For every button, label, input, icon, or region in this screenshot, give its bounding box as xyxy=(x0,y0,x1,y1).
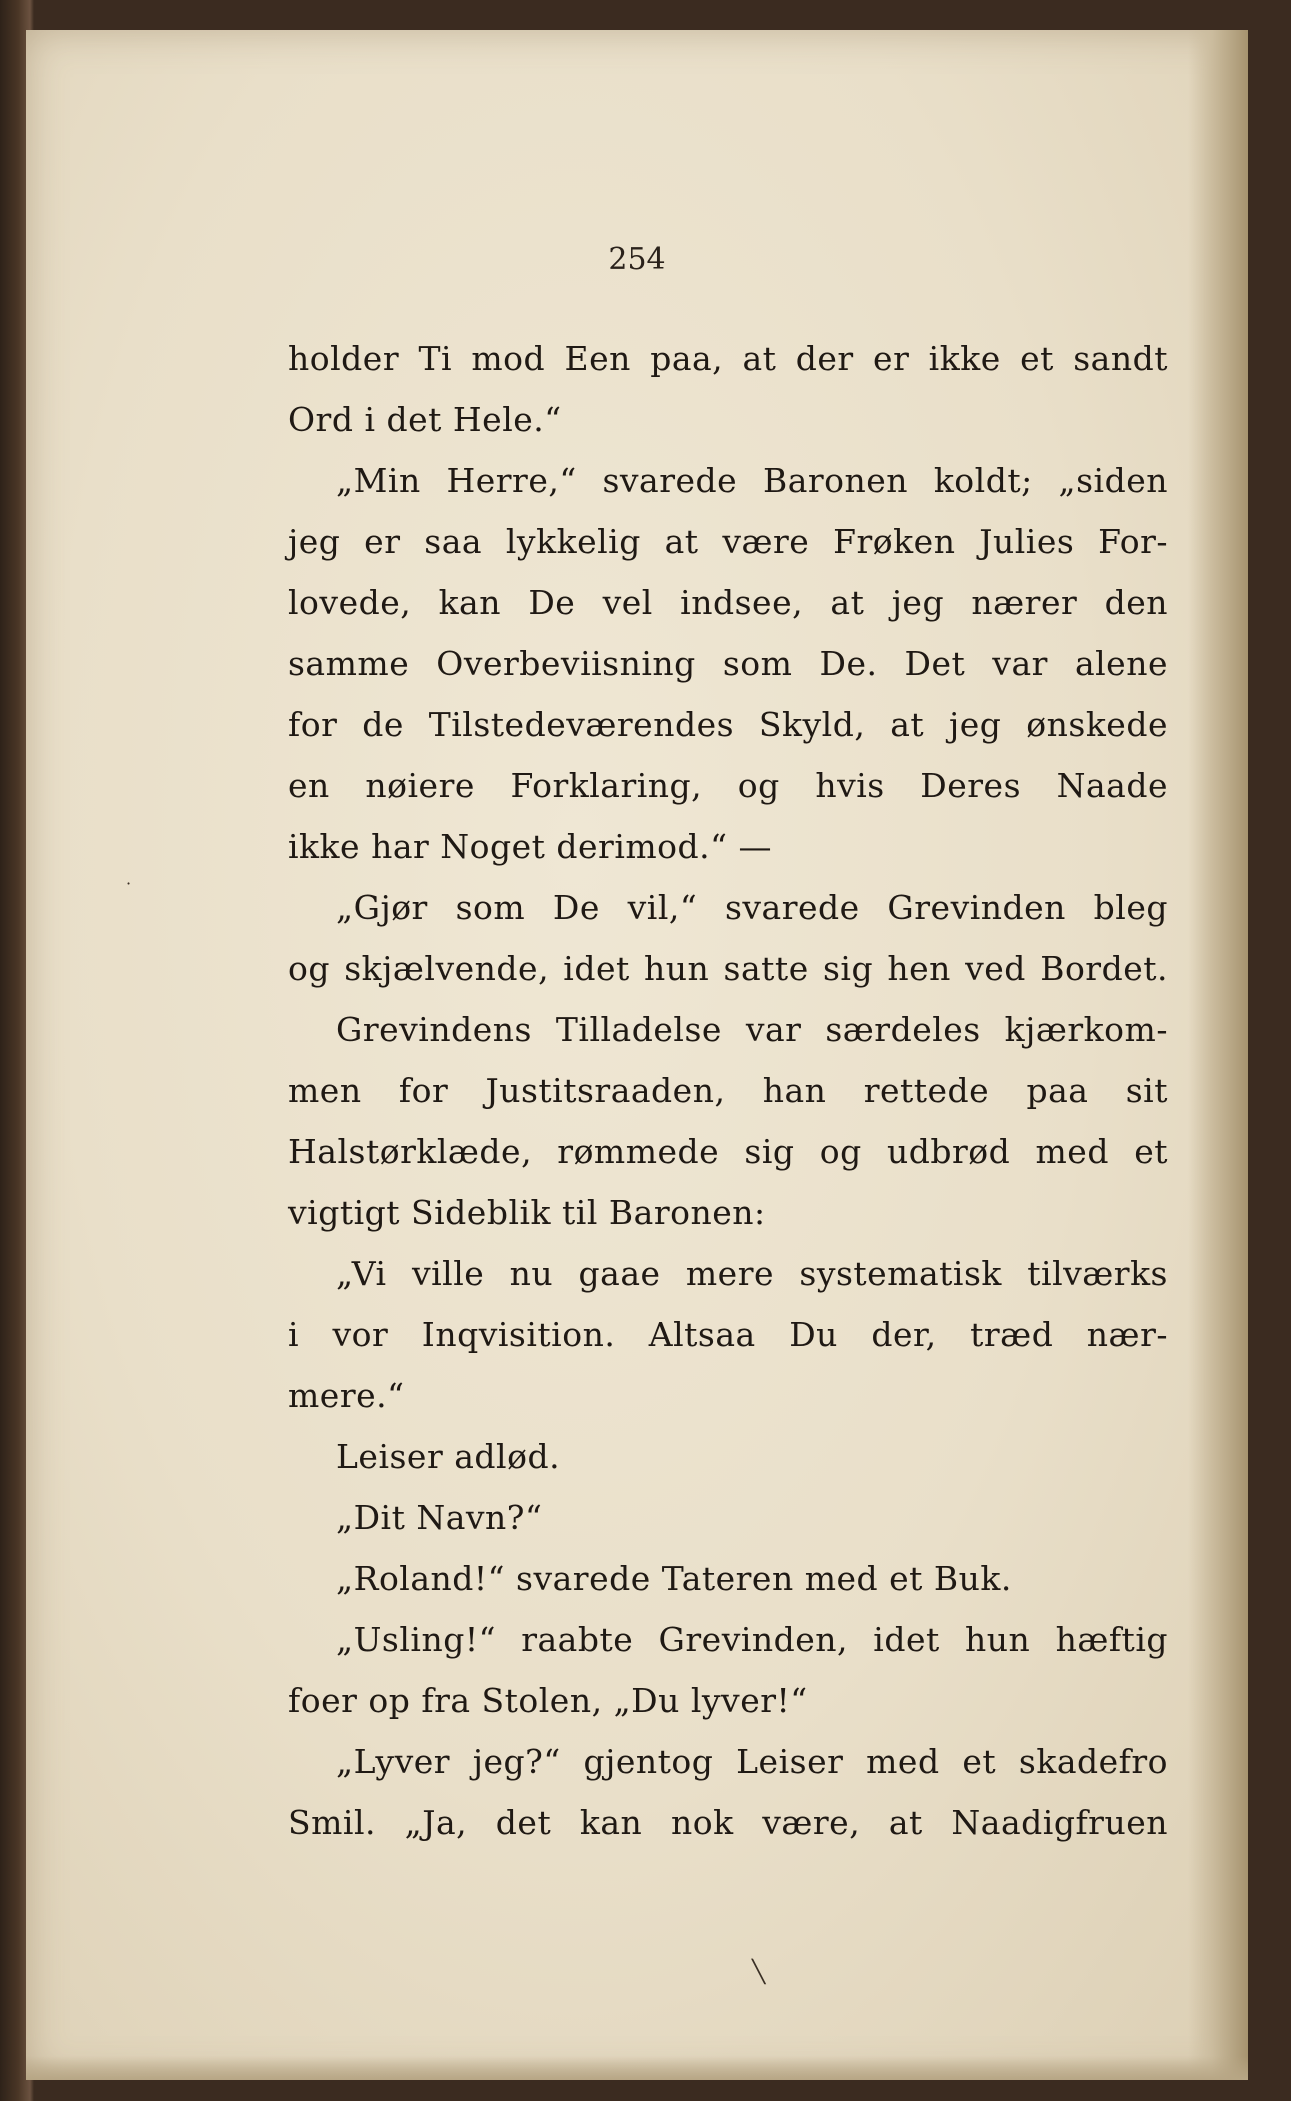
text-line: „Vi ville nu gaae mere systematisk tilværks xyxy=(336,1254,1168,1293)
text-line: men for Justitsraaden, han rettede paa sit xyxy=(288,1071,1168,1110)
text-line: Halstørklæde, rømmede sig og udbrød med et xyxy=(288,1132,1168,1171)
text-line: Grevindens Tilladelse var særdeles kjærkom- xyxy=(336,1010,1168,1049)
text-line: mere.“ xyxy=(288,1376,405,1415)
page-number: 254 xyxy=(608,242,666,277)
text-line: „Dit Navn?“ xyxy=(336,1498,543,1537)
text-line: „Usling!“ raabte Grevinden, idet hun hæftig xyxy=(336,1620,1168,1659)
page-bottom-edge xyxy=(26,2056,1248,2080)
paper-page xyxy=(26,30,1248,2080)
text-line: lovede, kan De vel indsee, at jeg nærer den xyxy=(288,583,1168,622)
text-line: i vor Inqvisition. Altsaa Du der, træd nær- xyxy=(288,1315,1168,1354)
text-line: „Roland!“ svarede Tateren med et Buk. xyxy=(336,1559,1012,1598)
page-edge-shadow xyxy=(1188,30,1248,2080)
pencil-mark: ╲ xyxy=(752,1960,766,1985)
text-line: Ord i det Hele.“ xyxy=(288,400,562,439)
text-line: ikke har Noget derimod.“ — xyxy=(288,827,773,866)
text-line: foer op fra Stolen, „Du lyver!“ xyxy=(288,1681,808,1720)
text-line: jeg er saa lykkelig at være Frøken Julies For- xyxy=(288,522,1168,561)
body-text xyxy=(288,328,1168,1853)
text-line: vigtigt Sideblik til Baronen: xyxy=(288,1193,766,1232)
text-line: samme Overbeviisning som De. Det var alene xyxy=(288,644,1168,683)
text-line: „Min Herre,“ svarede Baronen koldt; „siden xyxy=(336,461,1168,500)
text-line: en nøiere Forklaring, og hvis Deres Naade xyxy=(288,766,1168,805)
ink-speck: · xyxy=(126,874,132,893)
text-line: og skjælvende, idet hun satte sig hen ved Bordet. xyxy=(288,949,1168,988)
text-line: „Gjør som De vil,“ svarede Grevinden bleg xyxy=(336,888,1168,927)
text-line: holder Ti mod Een paa, at der er ikke et sandt xyxy=(288,339,1168,378)
text-line: Leiser adlød. xyxy=(336,1437,561,1476)
text-line: for de Tilstedeværendes Skyld, at jeg ønskede xyxy=(288,705,1168,744)
text-line: „Lyver jeg?“ gjentog Leiser med et skadefro xyxy=(336,1742,1168,1781)
text-line: Smil. „Ja, det kan nok være, at Naadigfruen xyxy=(288,1803,1168,1842)
